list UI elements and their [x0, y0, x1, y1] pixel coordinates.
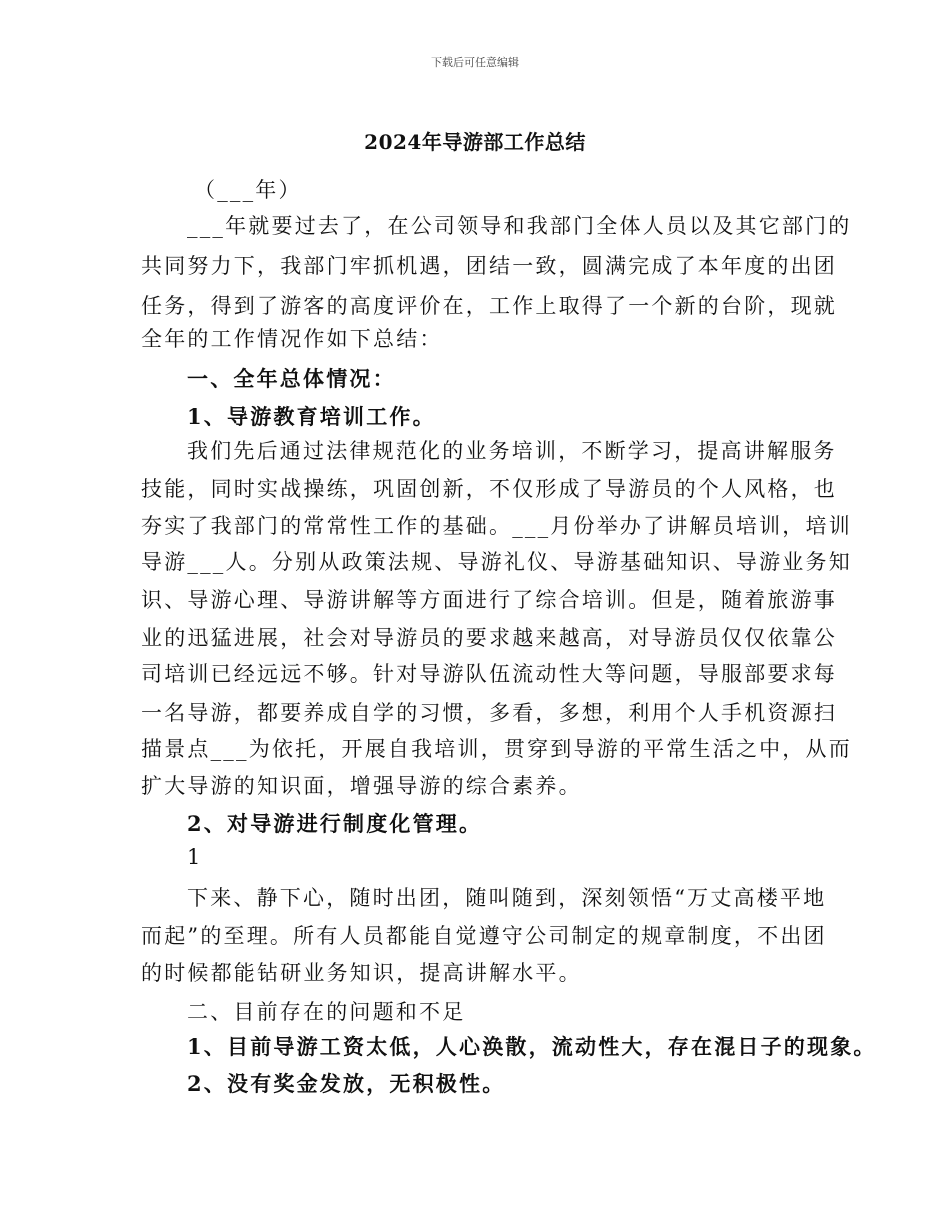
paragraph-line: 描景点___为依托，开展自我培训，贯穿到导游的平常生活之中，从而 — [141, 737, 852, 761]
paragraph-line: 司培训已经远远不够。针对导游队伍流动性大等问题，导服部要求每 — [141, 662, 837, 686]
paragraph-line: 我们先后通过法律规范化的业务培训，不断学习，提高讲解服务 — [187, 439, 837, 463]
section-heading: 一、全年总体情况： — [187, 366, 396, 391]
paragraph-line: ___年就要过去了，在公司领导和我部门全体人员以及其它部门的 — [187, 214, 852, 238]
paragraph-line: 任务，得到了游客的高度评价在，工作上取得了一个新的台阶，现就 — [141, 294, 837, 318]
paragraph-line: 夯实了我部门的常常性工作的基础。___月份举办了讲解员培训，培训 — [141, 514, 852, 538]
paragraph-line: 导游___人。分别从政策法规、导游礼仪、导游基础知识、导游业务知 — [141, 550, 852, 574]
section-heading: 1、目前导游工资太低，人心涣散，流动性大，存在混日子的现象。 — [187, 1034, 877, 1059]
paragraph-line: 全年的工作情况作如下总结： — [141, 327, 443, 351]
paragraph-line: 共同努力下，我部门牢抓机遇，团结一致，圆满完成了本年度的出团 — [141, 254, 837, 278]
paragraph-line: 一名导游，都要养成自学的习惯，多看，多想，利用个人手机资源扫 — [141, 701, 837, 725]
section-heading: 2、没有奖金发放，无积极性。 — [187, 1071, 506, 1096]
paragraph-line: 业的迅猛进展，社会对导游员的要求越来越高，对导游员仅仅依靠公 — [141, 626, 837, 650]
paragraph-line: 二、目前存在的问题和不足 — [187, 1000, 466, 1024]
paragraph-line: 的时候都能钻研业务知识，提高讲解水平。 — [141, 961, 582, 985]
section-heading: 1、导游教育培训工作。 — [187, 404, 436, 429]
paragraph-line: （___年） — [194, 178, 302, 202]
paragraph-line: 技能，同时实战操练，巩固创新，不仅形成了导游员的个人风格，也 — [141, 477, 837, 501]
paragraph-line: 而起”的至理。所有人员都能自觉遵守公司制定的规章制度，不出团 — [141, 924, 827, 948]
paragraph-line: 下来、静下心，随时出团，随叫随到，深刻领悟“万丈高楼平地 — [187, 886, 827, 910]
section-heading: 2、对导游进行制度化管理。 — [187, 811, 483, 836]
document-title: 2024年导游部工作总结 — [364, 130, 586, 154]
paragraph-line: 1 — [187, 845, 203, 869]
page-header: 下载后可任意编辑 — [431, 56, 519, 69]
paragraph-line: 扩大导游的知识面，增强导游的综合素养。 — [141, 774, 582, 798]
paragraph-line: 识、导游心理、导游讲解等方面进行了综合培训。但是，随着旅游事 — [141, 588, 837, 612]
